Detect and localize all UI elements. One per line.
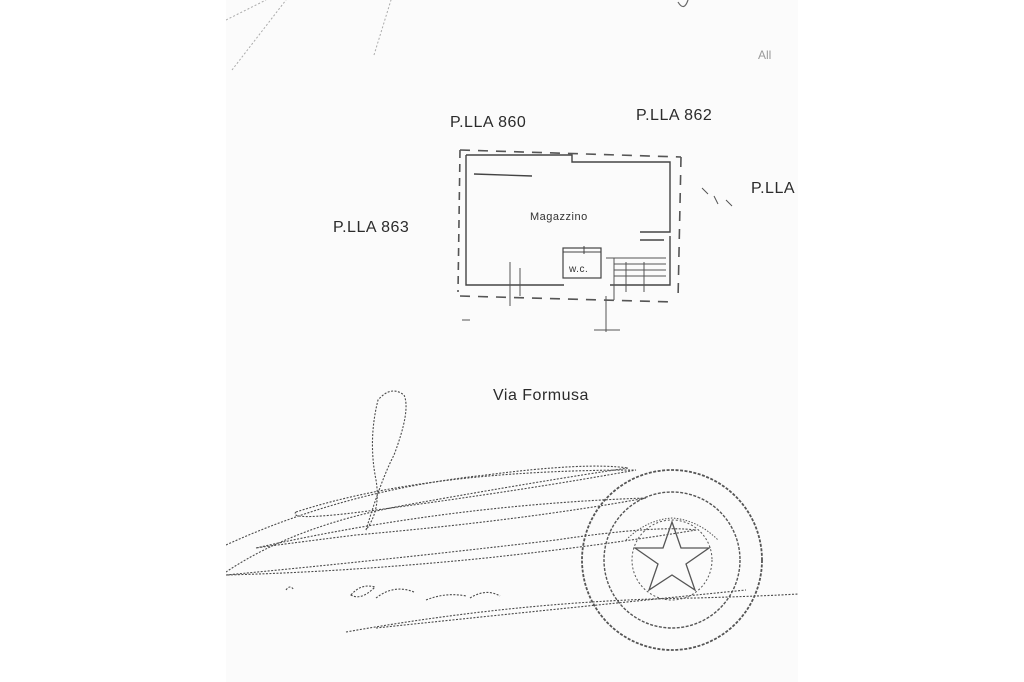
room-label-storage: Magazzino [530,211,588,223]
plan-sheet [226,0,798,682]
parcel-label-863: P.LLA 863 [333,219,410,236]
signature [226,391,798,632]
scan-artifact-lines [226,0,391,70]
stairs [606,258,666,300]
street-label: Via Formusa [493,387,589,404]
scan-mark-top [678,0,688,7]
parcel-label-860: P.LLA 860 [450,114,527,131]
ticks [462,188,732,332]
plan-drawing [226,0,798,682]
margin-mark: All [758,48,772,62]
building-outline [458,150,681,302]
parcel-label-862: P.LLA 862 [636,107,713,124]
room-label-wc: w.c. [569,264,589,275]
parcel-label-right: P.LLA [751,180,796,197]
notary-seal [582,470,762,650]
